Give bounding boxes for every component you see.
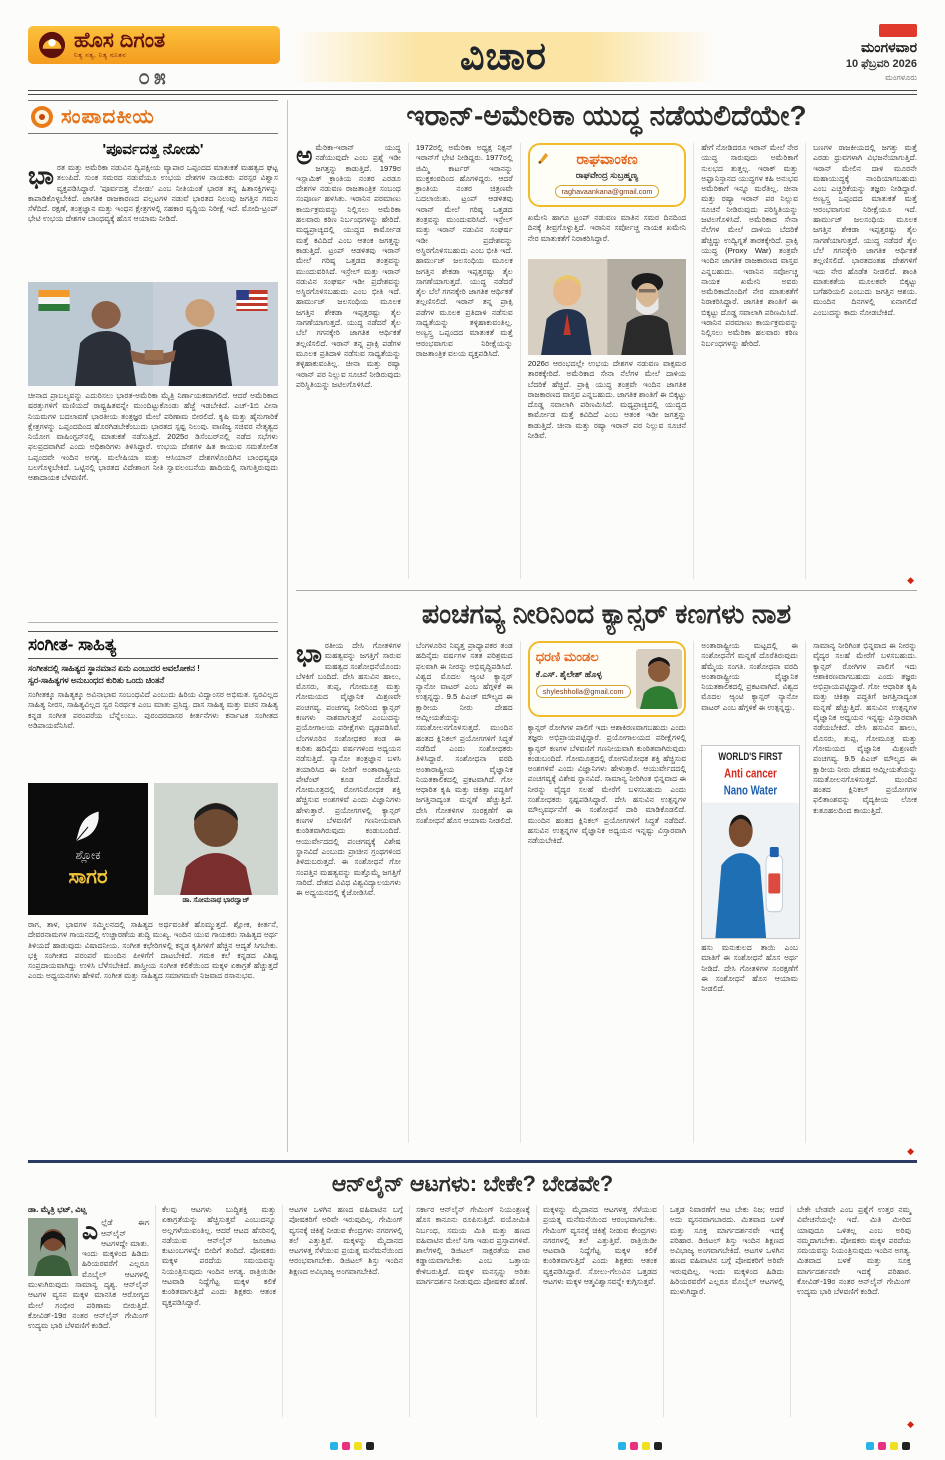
article1-lead-text: ಮೆರಿಕಾ-ಇರಾನ್ ಯುದ್ಧ ನಡೆಯುವುದೇ ಎಂಬ ಪ್ರಶ್ನೆ ಇಡೀ ಜಗತ್ತನ್ನು ಕಾಡುತ್ತಿದೆ. 1979ರ ಇಸ್ಲಾಮಿಕ್ ಕ್ರಾಂತಿಯ ನಂತರ ಎರಡೂ ದೇಶಗಳ ನಡುವಣ ರಾಜತಾಂತ್ರಿಕ ಸಂಬಂಧ ಸಂಪೂರ್ಣ ಹಳಸಿತು. ಇರಾನಿನ ಪರಮಾಣು ಕಾರ್ಯಕ್ರಮವನ್ನು ನಿಲ್ಲಿಸಲು ಅಮೆರಿಕಾ ಹಲವಾರು ಕಠಿಣ ನಿರ್ಬಂಧಗಳನ್ನು ಹೇರಿದೆ. ಮಧ್ಯಪ್ರಾಚ್ಯದಲ್ಲಿ ಯುದ್ಧದ ಕಾರ್ಮೋಡ ಮತ್ತೆ ಕವಿದಿದೆ ಎಂಬ ಆತಂಕ ಜಗತ್ತನ್ನು ಕಾಡುತ್ತಿದೆ. ಟ್ರಂಪ್ ಆಡಳಿತವು ಇರಾನ್ ಮೇಲೆ ಗರಿಷ್ಠ ಒತ್ತಡದ ತಂತ್ರವನ್ನು ಮುಂದುವರಿಸಿದೆ. ಇಸ್ರೇಲ್ ಮತ್ತು ಇರಾನ್ ನಡುವಿನ ಸಂಘರ್ಷ ಇಡೀ ಪ್ರದೇಶವನ್ನು ಅಸ್ಥಿರಗೊಳಿಸಬಹುದು ಎಂಬ ಭೀತಿ ಇದೆ. ಹಾರ್ಮುಜ್ ಜಲಸಂಧಿಯ ಮೂಲಕ ಜಗತ್ತಿನ ಶೇಕಡಾ ಇಪ್ಪತ್ತರಷ್ಟು ತೈಲ ಸಾಗಣೆಯಾಗುತ್ತದೆ. ಯುದ್ಧ ನಡೆದರೆ ತೈಲ ಬೆಲೆ ಗಗನಕ್ಕೇರಿ ಜಾಗತಿಕ ಆರ್ಥಿಕತೆ ತಲ್ಲಣಿಸಲಿದೆ. ಇರಾನ್ ತನ್ನ ಪ್ರಾಕ್ಸಿ ಪಡೆಗಳ ಮೂಲಕ ಪ್ರತಿದಾಳಿ ನಡೆಸುವ ಸಾಧ್ಯತೆಯನ್ನು ತಳ್ಳಿಹಾಕುವಂತಿಲ್ಲ. ಚೀನಾ ಮತ್ತು ರಷ್ಯಾ ಇರಾನ್ ಪರ ನಿಲ್ಲುವ ಸೂಚನೆ ನೀಡಿರುವುದು ಪರಿಸ್ಥಿತಿಯನ್ನು ಜಟಿಲಗೊಳಿಸಿದೆ.	[296, 143, 401, 389]
article3-author-photo	[28, 1218, 78, 1276]
main-area	[296, 100, 917, 1161]
masthead-text	[74, 30, 165, 60]
product-line-3: Nano Water	[723, 784, 778, 798]
editorial-text: ರತ ಮತ್ತು ಅಮೆರಿಕಾ ನಡುವಿನ ದ್ವಿಪಕ್ಷೀಯ ವ್ಯಾಪಾರ ಒಪ್ಪಂದದ ಮಾತುಕತೆ ಮಹತ್ವದ ಘಟ್ಟ ತಲುಪಿದೆ. ಸುಂಕ ಸಮರದ ನಡುವೆಯೂ ಉಭಯ ದೇಶಗಳ ನಾಯಕರು ಪರಸ್ಪರ ವಿಶ್ವಾಸ ವ್ಯಕ್ತಪಡಿಸಿದ್ದಾರೆ. 'ಪೂರ್ವದತ್ತ ನೋಡು' ಎಂಬ ನೀತಿಯಂತೆ ಭಾರತ ತನ್ನ ಹಿತಾಸಕ್ತಿಗಳನ್ನು ಕಾಪಾಡಿಕೊಳ್ಳಬೇಕಿದೆ. ಜಾಗತಿಕ ರಾಜಕಾರಣದ ಪಲ್ಲಟಗಳ ನಡುವೆ ಭಾರತದ ನಿಲುವು ಜಗತ್ತಿನ ಗಮನ ಸೆಳೆದಿದೆ. ರಕ್ಷಣೆ, ತಂತ್ರಜ್ಞಾನ ಮತ್ತು ಇಂಧನ ಕ್ಷೇತ್ರಗಳಲ್ಲಿ ಸಹಕಾರ ವೃದ್ಧಿಯ ನಿರೀಕ್ಷೆ ಇದೆ. ಮೋದಿ-ಟ್ರಂಪ್ ಭೇಟಿ ಉಭಯ ದೇಶಗಳ ಬಾಂಧವ್ಯಕ್ಕೆ ಹೊಸ ಆಯಾಮ ನೀಡಿದೆ.	[28, 163, 278, 224]
article3-col3: ಆಟಗಳ ಒಳಗಿನ ಹಣದ ವಹಿವಾಟಿನ ಬಗ್ಗೆ ಪೋಷಕರಿಗೆ ಅರಿವೇ ಇರುವುದಿಲ್ಲ. ಗೇಮಿಂಗ್ ವ್ಯಸನಕ್ಕೆ ಚಿಕಿತ್ಸೆ ನೀಡುವ ಕೇಂದ್ರಗಳು ನಗರಗಳಲ್ಲಿ ತಲೆ ಎತ್ತುತ್ತಿವೆ. ಮಕ್ಕಳನ್ನು ಮೈದಾನದ ಆಟಗಳತ್ತ ಸೆಳೆಯುವ ಪ್ರಯತ್ನ ಮನೆಮನೆಯಿಂದ ಆರಂಭವಾಗಬೇಕು. ಡಿಜಿಟಲ್ ಶಿಸ್ತು ಇಂದಿನ ಶಿಕ್ಷಣದ ಅವಿಭಾಜ್ಯ ಅಂಗವಾಗಬೇಕಿದೆ.	[282, 1205, 409, 1417]
magenta-mark	[878, 1442, 886, 1450]
pen-icon	[537, 151, 550, 164]
trump-khamenei-photo	[528, 259, 686, 355]
article-panchagavya	[296, 591, 917, 1161]
editorial-dropcap: ಭಾ	[28, 163, 54, 190]
article2-col3	[520, 641, 693, 1143]
masthead	[28, 26, 280, 90]
music-subline-2: ಸ್ವರ-ಸಾಹಿತ್ಯಗಳ ಅನುಬಂಧದ ಕುರಿತು ಒಂದು ಚಿಂತನೆ	[28, 674, 165, 685]
cmyk-registration-marks	[330, 1442, 374, 1450]
page-header	[28, 24, 917, 88]
music-paragraph: ಸಂಗೀತಕ್ಕೂ ಸಾಹಿತ್ಯಕ್ಕೂ ಅವಿನಾಭಾವ ಸಂಬಂಧವಿದೆ ಎಂಬುದು ಹಿರಿಯ ವಿದ್ವಾಂಸರ ಅಭಿಮತ. ಸ್ವರವಿಲ್ಲದ ಸಾಹಿತ್ಯ ನೀರಸ, ಸಾಹಿತ್ಯವಿಲ್ಲದ ಸ್ವರ ನಿರರ್ಥಕ ಎಂಬ ಮಾತು ಪ್ರಸಿದ್ಧ. ದಾಸ ಸಾಹಿತ್ಯ ಮತ್ತು ವಚನ ಸಾಹಿತ್ಯ ಕನ್ನಡ ಸಂಗೀತ ಪರಂಪರೆಯ ಬೆನ್ನೆಲುಬು. ಪುರಂದರದಾಸರ ಕೀರ್ತನೆಗಳು ಕರ್ನಾಟಕ ಸಂಗೀತದ ಅಡಿಪಾಯವೆನಿಸಿವೆ.	[28, 690, 278, 730]
article3-headline: ಆನ್‌ಲೈನ್ ಆಟಗಳು: ಬೇಕೇ? ಬೇಡವೇ?	[331, 1171, 614, 1196]
article2-headline: ಪಂಚಗವ್ಯ ನೀರಿನಿಂದ ಕ್ಯಾನ್ಸರ್ ಕಣಗಳು ನಾಶ	[421, 599, 792, 629]
article1-col1	[296, 143, 408, 579]
article3-dropcap: ಎ	[82, 1217, 99, 1246]
anti-cancer-nano-water-photo	[701, 745, 800, 939]
editorial-header	[28, 100, 278, 134]
date-block	[846, 24, 917, 83]
author-photo	[636, 649, 682, 709]
article3-author-name: ಡಾ. ಮೈತ್ರಿ ಭಟ್, ವಿಟ್ಲ	[28, 1205, 87, 1214]
left-column	[28, 100, 278, 1152]
article-online-games	[28, 1160, 917, 1434]
article2-col2: ಬೆಂಗಳೂರಿನ ನಿವೃತ್ತ ಪ್ರಾಧ್ಯಾಪಕರ ತಂಡ ಹದಿನೈದು ವರ್ಷಗಳ ಸತತ ಪರಿಶ್ರಮದ ಫಲವಾಗಿ ಈ ನೀರನ್ನು ಅಭಿವೃದ್ಧಿಪಡಿಸಿದೆ. ವಿಶ್ವದ ಮೊದಲ ಆ್ಯಂಟಿ ಕ್ಯಾನ್ಸರ್ ನ್ಯಾನೋ ವಾಟರ್ ಎಂಬ ಹೆಗ್ಗಳಿಕೆ ಈ ಉತ್ಪನ್ನದ್ದು. 9.5 ಪಿಎಚ್ ಮೌಲ್ಯದ ಈ ಕ್ಷಾರೀಯ ನೀರು ದೇಹದ ಆಮ್ಲೀಯತೆಯನ್ನು ಸಮತೋಲನಗೊಳಿಸುತ್ತದೆ. ಮುಂದಿನ ಹಂತದ ಕ್ಲಿನಿಕಲ್ ಪ್ರಯೋಗಗಳಿಗೆ ಸಿದ್ಧತೆ ನಡೆದಿದೆ ಎಂದು ಸಂಶೋಧಕರು ತಿಳಿಸಿದ್ದಾರೆ. ಸಂಶೋಧನಾ ವರದಿ ಅಂತಾರಾಷ್ಟ್ರೀಯ ವೈಜ್ಞಾನಿಕ ನಿಯತಕಾಲಿಕದಲ್ಲಿ ಪ್ರಕಟವಾಗಿದೆ. ಗೋ ಆಧಾರಿತ ಕೃಷಿ ಮತ್ತು ಚಿಕಿತ್ಸಾ ಪದ್ಧತಿಗೆ ಜಗತ್ತಿನಾದ್ಯಂತ ಮನ್ನಣೆ ಹೆಚ್ಚುತ್ತಿದೆ. ದೇಸಿ ಗೋತಳಿಗಳ ಸಂರಕ್ಷಣೆಗೆ ಈ ಸಂಶೋಧನೆ ಹೊಸ ಆಯಾಮ ನೀಡಲಿದೆ.	[408, 641, 520, 1143]
article1-col5: ಬಣಗಳ ರಾಜಕೀಯದಲ್ಲಿ ಜಗತ್ತು ಮತ್ತೆ ಎರಡು ಧ್ರುವಗಳಾಗಿ ವಿಭಜನೆಯಾಗುತ್ತಿದೆ. ಇರಾನ್ ಮೇಲಿನ ದಾಳಿ ಮೂರನೇ ಮಹಾಯುದ್ಧಕ್ಕೆ ನಾಂದಿಯಾಗಬಹುದು ಎಂಬ ಎಚ್ಚರಿಕೆಯನ್ನು ತಜ್ಞರು ನೀಡಿದ್ದಾರೆ. ಅಣ್ವಸ್ತ್ರ ಒಪ್ಪಂದದ ಮಾತುಕತೆ ಮತ್ತೆ ಆರಂಭವಾಗುವ ನಿರೀಕ್ಷೆಯೂ ಇದೆ. ಹಾರ್ಮುಜ್ ಜಲಸಂಧಿಯ ಮೂಲಕ ಜಗತ್ತಿನ ಶೇಕಡಾ ಇಪ್ಪತ್ತರಷ್ಟು ತೈಲ ಸಾಗಣೆಯಾಗುತ್ತದೆ. ಯುದ್ಧ ನಡೆದರೆ ತೈಲ ಬೆಲೆ ಗಗನಕ್ಕೇರಿ ಜಾಗತಿಕ ಆರ್ಥಿಕತೆ ತಲ್ಲಣಿಸಲಿದೆ. ಭಾರತದಂತಹ ದೇಶಗಳಿಗೆ ಇದು ನೇರ ಹೊಡೆತ ನೀಡಲಿದೆ. ಶಾಂತಿ ಮಾತುಕತೆಯ ಮೂಲಕವೇ ಬಿಕ್ಕಟ್ಟು ಬಗೆಹರಿಯಲಿ ಎಂಬುದು ಜಗತ್ತಿನ ಆಶಯ. ಮುಂದಿನ ದಿನಗಳಲ್ಲಿ ಏನಾಗಲಿದೆ ಎಂಬುದನ್ನು ಕಾದು ನೋಡಬೇಕಿದೆ.	[805, 143, 917, 579]
columnist-photo	[154, 783, 278, 895]
black-mark	[654, 1442, 662, 1450]
editorial-paragraph	[28, 163, 278, 277]
article2-mid-text: ಕ್ಯಾನ್ಸರ್ ರೋಗಿಗಳ ಪಾಲಿಗೆ ಇದು ಆಶಾಕಿರಣವಾಗಬಹುದು ಎಂದು ತಜ್ಞರು ಅಭಿಪ್ರಾಯಪಟ್ಟಿದ್ದಾರೆ. ಪ್ರಯೋಗಾಲಯದ ಪರೀಕ್ಷೆಗಳಲ್ಲಿ ಕ್ಯಾನ್ಸರ್ ಕಣಗಳ ಬೆಳವಣಿಗೆ ಗಣನೀಯವಾಗಿ ಕುಂಠಿತವಾಗಿರುವುದು ಕಂಡುಬಂದಿದೆ. ಗೋಮೂತ್ರದಲ್ಲಿ ರೋಗನಿರೋಧಕ ಶಕ್ತಿ ಹೆಚ್ಚಿಸುವ ಅಂಶಗಳಿವೆ ಎಂದು ವಿಜ್ಞಾನಿಗಳು ಹೇಳುತ್ತಾರೆ. ಆಯುರ್ವೇದದಲ್ಲಿ ಪಂಚಗವ್ಯಕ್ಕೆ ವಿಶೇಷ ಸ್ಥಾನವಿದೆ. ಸಾಮಾನ್ಯ ನೀರಿಗಿಂತ ಭಿನ್ನವಾದ ಈ ನೀರನ್ನು ವೈದ್ಯರ ಸಲಹೆ ಮೇರೆಗೆ ಬಳಸಬಹುದು ಎಂದು ಸಂಶೋಧಕರು ಸ್ಪಷ್ಟಪಡಿಸಿದ್ದಾರೆ. ದೇಸಿ ಹಸುವಿನ ಉತ್ಪನ್ನಗಳ ಮೌಲ್ಯವರ್ಧನೆಗೆ ಈ ಸಂಶೋಧನೆ ದಾರಿ ಮಾಡಿಕೊಡಲಿದೆ. ಮುಂದಿನ ಹಂತದ ಕ್ಲಿನಿಕಲ್ ಪ್ರಯೋಗಗಳಿಗೆ ಸಿದ್ಧತೆ ನಡೆದಿದೆ. ಹಸುವಿನ ಉತ್ಪನ್ನಗಳ ವೈಜ್ಞಾನಿಕ ಅಧ್ಯಯನ ಇನ್ನಷ್ಟು ವಿಸ್ತಾರವಾಗಿ ನಡೆಯಬೇಕಿದೆ.	[527, 723, 687, 846]
india-flag-icon	[38, 290, 69, 311]
article3-col2: ಕೆಲವು ಆಟಗಳು ಬುದ್ಧಿಶಕ್ತಿ ಮತ್ತು ಏಕಾಗ್ರತೆಯನ್ನು ಹೆಚ್ಚಿಸುತ್ತವೆ ಎಂಬುದನ್ನೂ ಅಲ್ಲಗಳೆಯುವಂತಿಲ್ಲ. ಆದರೆ ಆಟದ ಹೆಸರಿನಲ್ಲಿ ನಡೆಯುವ ಆನ್‌ಲೈನ್ ಜೂಜಾಟ ಕುಟುಂಬಗಳನ್ನೇ ಬೀದಿಗೆ ತಂದಿದೆ. ಪೋಷಕರು ಮಕ್ಕಳ ಪರದೆಯ ಸಮಯವನ್ನು ನಿಯಂತ್ರಿಸುವುದು ಇಂದಿನ ಅಗತ್ಯ. ರಾತ್ರಿಯಿಡೀ ಆಟವಾಡಿ ನಿದ್ದೆಗೆಟ್ಟ ಮಕ್ಕಳ ಕಲಿಕೆ ಕುಂಠಿತವಾಗುತ್ತಿದೆ ಎಂದು ಶಿಕ್ಷಕರು ಆತಂಕ ವ್ಯಕ್ತಪಡಿಸಿದ್ದಾರೆ.	[155, 1205, 282, 1417]
yellow-mark	[890, 1442, 898, 1450]
music-literature-section	[28, 631, 278, 1110]
masthead-emblem-icon	[38, 31, 66, 59]
article3-col5: ಮಕ್ಕಳನ್ನು ಮೈದಾನದ ಆಟಗಳತ್ತ ಸೆಳೆಯುವ ಪ್ರಯತ್ನ ಮನೆಮನೆಯಿಂದ ಆರಂಭವಾಗಬೇಕು. ಗೇಮಿಂಗ್ ವ್ಯಸನಕ್ಕೆ ಚಿಕಿತ್ಸೆ ನೀಡುವ ಕೇಂದ್ರಗಳು ನಗರಗಳಲ್ಲಿ ತಲೆ ಎತ್ತುತ್ತಿವೆ. ರಾತ್ರಿಯಿಡೀ ಆಟವಾಡಿ ನಿದ್ದೆಗೆಟ್ಟ ಮಕ್ಕಳ ಕಲಿಕೆ ಕುಂಠಿತವಾಗುತ್ತಿದೆ ಎಂದು ಶಿಕ್ಷಕರು ಆತಂಕ ವ್ಯಕ್ತಪಡಿಸಿದ್ದಾರೆ. ಸೋಲು-ಗೆಲುವಿನ ಒತ್ತಡದ ಆಟಗಳು ಮಕ್ಕಳ ಆತ್ಮವಿಶ್ವಾಸವನ್ನೇ ಕುಗ್ಗಿಸುತ್ತವೆ.	[536, 1205, 663, 1417]
corner-red-mark	[879, 24, 917, 37]
article-end-marker: ◆	[907, 575, 914, 585]
black-mark	[902, 1442, 910, 1450]
music-subheader	[28, 663, 278, 686]
music-subline-1: ಸಂಗೀತದಲ್ಲಿ ಸಾಹಿತ್ಯದ ಸ್ಥಾನಮಾನ ಏನು ಎಂಬುದರ ಅವಲೋಕನ !	[28, 663, 200, 673]
editorial-paragraph: ಚೀನಾದ ಪ್ರಾಬಲ್ಯವನ್ನು ಎದುರಿಸಲು ಭಾರತ-ಅಮೆರಿಕಾ ಮೈತ್ರಿ ನಿರ್ಣಾಯಕವಾಗಲಿದೆ. ಆದರೆ ಅಮೆರಿಕಾದ ಷರತ್ತುಗಳಿಗೆ ಮಣಿಯದೆ ರಾಷ್ಟ್ರಹಿತವನ್ನೇ ಮುಂದಿಟ್ಟುಕೊಂಡು ಹೆಜ್ಜೆ ಇಡಬೇಕಿದೆ. ಎಚ್-1ಬಿ ವೀಸಾ ನಿಯಮಗಳ ಬದಲಾವಣೆ ಭಾರತೀಯ ತಂತ್ರಜ್ಞರ ಮೇಲೆ ಪರಿಣಾಮ ಬೀರಲಿದೆ. ಕೃಷಿ ಮತ್ತು ಹೈನುಗಾರಿಕೆ ಕ್ಷೇತ್ರಗಳನ್ನು ಒಪ್ಪಂದದಿಂದ ಹೊರಗಿಡಬೇಕೆಂಬುದು ಭಾರತದ ಸ್ಪಷ್ಟ ನಿಲುವು. ವಾಣಿಜ್ಯ ಸಚಿವರ ನೇತೃತ್ವದ ನಿಯೋಗ ವಾಷಿಂಗ್ಟನ್‌ನಲ್ಲಿ ಮಾತುಕತೆ ನಡೆಸುತ್ತಿದೆ. 2025ರ ಡಿಸೆಂಬರ್‌ನಲ್ಲಿ ನಡೆದ ಸಭೆಗಳು ಫಲಪ್ರದವಾಗಿವೆ ಎಂದು ಅಧಿಕಾರಿಗಳು ತಿಳಿಸಿದ್ದಾರೆ. ಉಭಯ ದೇಶಗಳ ಹಿತ ಕಾಯುವ ಸಮತೋಲಿತ ಒಪ್ಪಂದವೇ ಇಂದಿನ ಅಗತ್ಯ. ಮಲೇಷಿಯಾ ಮತ್ತು ಆಸಿಯಾನ್ ದೇಶಗಳೊಂದಿಗಿನ ಬಾಂಧವ್ಯವೂ ಬಲಗೊಳ್ಳಬೇಕಿದೆ. ಒಟ್ಟಿನಲ್ಲಿ ಭಾರತದ ವಿದೇಶಾಂಗ ನೀತಿ ಸ್ವಾವಲಂಬನೆಯ ಹಾದಿಯಲ್ಲಿ ಸಾಗುತ್ತಿರುವುದು ಆಶಾದಾಯಕ ಬೆಳವಣಿಗೆ.	[28, 391, 278, 483]
section-title: ವಿಚಾರ	[460, 35, 547, 78]
product-line-2: Anti cancer	[724, 767, 778, 781]
cmyk-registration-marks	[866, 1442, 910, 1450]
masthead-band	[28, 26, 280, 64]
article3-col4: ಸರ್ಕಾರ ಆನ್‌ಲೈನ್ ಗೇಮಿಂಗ್ ನಿಯಂತ್ರಣಕ್ಕೆ ಹೊಸ ಕಾನೂನು ರೂಪಿಸುತ್ತಿದೆ. ವಯೋಮಿತಿ ನಿರ್ಬಂಧ, ಸಮಯ ಮಿತಿ ಮತ್ತು ಹಣದ ವಹಿವಾಟಿನ ಮೇಲೆ ನಿಗಾ ಇಡುವ ಪ್ರಸ್ತಾಪಗಳಿವೆ. ಶಾಲೆಗಳಲ್ಲಿ ಡಿಜಿಟಲ್ ಸಾಕ್ಷರತೆಯ ಪಾಠ ಕಡ್ಡಾಯವಾಗಬೇಕು ಎಂಬ ಒತ್ತಾಯ ಕೇಳಿಬರುತ್ತಿದೆ. ಮಕ್ಕಳ ಮನಸ್ಸನ್ನು ಅರಿತು ಮಾರ್ಗದರ್ಶನ ನೀಡುವುದು ಪೋಷಕರ ಹೊಣೆ.	[409, 1205, 536, 1417]
author-card-text	[536, 649, 631, 709]
shloka-sagara-box	[28, 783, 148, 915]
magenta-mark	[630, 1442, 638, 1450]
article3-lead-text: ಲ್ಲೆಡೆ ಈಗ ಆನ್‌ಲೈನ್ ಆಟಗಳದ್ದೇ ಮಾತು. ಇಂದು ಮಕ್ಕಳಿಂದ ಹಿಡಿದು ಹಿರಿಯರವರೆಗೆ ಎಲ್ಲರೂ ಮೊಬೈಲ್ ಆಟಗಳಲ್ಲಿ ಮುಳುಗಿರುವುದು ಸಾಮಾನ್ಯ ದೃಶ್ಯ. ಆನ್‌ಲೈನ್ ಆಟಗಳ ವ್ಯಸನ ಮಕ್ಕಳ ಮಾನಸಿಕ ಆರೋಗ್ಯದ ಮೇಲೆ ಗಂಭೀರ ಪರಿಣಾಮ ಬೀರುತ್ತಿದೆ. ಕೋವಿಡ್-19ರ ನಂತರ ಆನ್‌ಲೈನ್ ಗೇಮಿಂಗ್ ಉದ್ಯಮ ಭಾರಿ ಬೆಳವಣಿಗೆ ಕಂಡಿದೆ.	[28, 1218, 149, 1331]
yellow-mark	[354, 1442, 362, 1450]
cyan-mark	[618, 1442, 626, 1450]
article3-columns	[28, 1205, 917, 1417]
column-title-line2: ಸಾಗರ	[68, 866, 108, 888]
article-iran-america	[296, 100, 917, 591]
edition: ಮಂಗಳೂರು	[885, 73, 917, 82]
author-email: raghavaankana@gmail.com	[555, 185, 660, 198]
editorial-emblem-icon	[30, 105, 54, 129]
article2-dropcap: ಭಾ	[296, 641, 322, 668]
article2-col4	[693, 641, 805, 1143]
article-end-marker: ◆	[907, 1419, 914, 1429]
article3-col7: ಬೇಕೇ ಬೇಡವೇ ಎಂಬ ಪ್ರಶ್ನೆಗೆ ಉತ್ತರ ನಮ್ಮ ವಿವೇಚನೆಯಲ್ಲೇ ಇದೆ. ಮಿತಿ ಮೀರಿದ ಯಾವುದೂ ಒಳಿತಲ್ಲ ಎಂಬ ಅರಿವು ನಮ್ಮದಾಗಬೇಕು. ಪೋಷಕರು ಮಕ್ಕಳ ಪರದೆಯ ಸಮಯವನ್ನು ನಿಯಂತ್ರಿಸುವುದು ಇಂದಿನ ಅಗತ್ಯ. ಮಿತವಾದ ಬಳಕೆ ಮತ್ತು ಸೂಕ್ತ ಮಾರ್ಗದರ್ಶನವೇ ಇದಕ್ಕೆ ಪರಿಹಾರ. ಕೋವಿಡ್-19ರ ನಂತರ ಆನ್‌ಲೈನ್ ಗೇಮಿಂಗ್ ಉದ್ಯಮ ಭಾರಿ ಬೆಳವಣಿಗೆ ಕಂಡಿದೆ.	[790, 1205, 917, 1417]
magenta-mark	[342, 1442, 350, 1450]
article1-col2: 1972ರಲ್ಲಿ ಅಮೆರಿಕಾ ಅಧ್ಯಕ್ಷ ನಿಕ್ಸನ್ ಇರಾನ್‌ಗೆ ಭೇಟಿ ನೀಡಿದ್ದರು. 1977ರಲ್ಲಿ ಜಿಮ್ಮಿ ಕಾರ್ಟರ್ ಇರಾನನ್ನು ಮುಕ್ತಕಂಠದಿಂದ ಹೊಗಳಿದ್ದರು. ಆದರೆ ಕ್ರಾಂತಿಯ ನಂತರ ಚಿತ್ರಣವೇ ಬದಲಾಯಿತು. ಟ್ರಂಪ್ ಆಡಳಿತವು ಇರಾನ್ ಮೇಲೆ ಗರಿಷ್ಠ ಒತ್ತಡದ ತಂತ್ರವನ್ನು ಮುಂದುವರಿಸಿದೆ. ಇಸ್ರೇಲ್ ಮತ್ತು ಇರಾನ್ ನಡುವಿನ ಸಂಘರ್ಷ ಇಡೀ ಪ್ರದೇಶವನ್ನು ಅಸ್ಥಿರಗೊಳಿಸಬಹುದು ಎಂಬ ಭೀತಿ ಇದೆ. ಹಾರ್ಮುಜ್ ಜಲಸಂಧಿಯ ಮೂಲಕ ಜಗತ್ತಿನ ಶೇಕಡಾ ಇಪ್ಪತ್ತರಷ್ಟು ತೈಲ ಸಾಗಣೆಯಾಗುತ್ತದೆ. ಯುದ್ಧ ನಡೆದರೆ ತೈಲ ಬೆಲೆ ಗಗನಕ್ಕೇರಿ ಜಾಗತಿಕ ಆರ್ಥಿಕತೆ ತಲ್ಲಣಿಸಲಿದೆ. ಇರಾನ್ ತನ್ನ ಪ್ರಾಕ್ಸಿ ಪಡೆಗಳ ಮೂಲಕ ಪ್ರತಿದಾಳಿ ನಡೆಸುವ ಸಾಧ್ಯತೆಯನ್ನು ತಳ್ಳಿಹಾಕುವಂತಿಲ್ಲ. ಅಣ್ವಸ್ತ್ರ ಒಪ್ಪಂದದ ಮಾತುಕತೆ ಮತ್ತೆ ಆರಂಭವಾಗುವ ನಿರೀಕ್ಷೆಯನ್ನು ರಾಜತಾಂತ್ರಿಕ ವಲಯ ವ್ಯಕ್ತಪಡಿಸಿದೆ.	[408, 143, 520, 579]
weekday: ಮಂಗಳವಾರ	[860, 39, 917, 55]
yellow-mark	[642, 1442, 650, 1450]
editorial-photo	[28, 282, 278, 386]
article1-columns	[296, 143, 917, 579]
paper-name: ಹೊಸ ದಿಗಂತ	[74, 29, 166, 53]
article2-lead-text: ರತೀಯ ದೇಸಿ ಗೋತಳಿಗಳ ಮಹತ್ವವನ್ನು ಜಗತ್ತಿಗೆ ಸಾರುವ ಮಹತ್ವದ ಸಂಶೋಧನೆಯೊಂದು ಬೆಳಕಿಗೆ ಬಂದಿದೆ. ದೇಸಿ ಹಸುವಿನ ಹಾಲು, ಮೊಸರು, ತುಪ್ಪ, ಗೋಮೂತ್ರ ಮತ್ತು ಗೋಮಯದ ವೈಜ್ಞಾನಿಕ ಮಿಶ್ರಣವೇ ಪಂಚಗವ್ಯ. ಪಂಚಗವ್ಯ ನೀರಿನಿಂದ ಕ್ಯಾನ್ಸರ್ ಕಣಗಳು ನಾಶವಾಗುತ್ತವೆ ಎಂಬುದನ್ನು ಪ್ರಯೋಗಾಲಯ ಪರೀಕ್ಷೆಗಳು ದೃಢಪಡಿಸಿವೆ. ಬೆಂಗಳೂರಿನ ಸಂಶೋಧಕರ ತಂಡ ಈ ಕುರಿತು ಹದಿನೈದು ವರ್ಷಗಳಿಂದ ಅಧ್ಯಯನ ನಡೆಸುತ್ತಿದೆ. ನ್ಯಾನೋ ತಂತ್ರಜ್ಞಾನ ಬಳಸಿ ತಯಾರಿಸಿದ ಈ ನೀರಿಗೆ ಅಂತಾರಾಷ್ಟ್ರೀಯ ಪೇಟೆಂಟ್ ಕೂಡ ದೊರೆತಿದೆ. ಗೋಮೂತ್ರದಲ್ಲಿ ರೋಗನಿರೋಧಕ ಶಕ್ತಿ ಹೆಚ್ಚಿಸುವ ಅಂಶಗಳಿವೆ ಎಂದು ವಿಜ್ಞಾನಿಗಳು ಹೇಳುತ್ತಾರೆ. ಪ್ರಯೋಗಗಳಲ್ಲಿ ಕ್ಯಾನ್ಸರ್ ಕಣಗಳ ಬೆಳವಣಿಗೆ ಗಣನೀಯವಾಗಿ ಕುಂಠಿತವಾಗಿರುವುದು ಕಂಡುಬಂದಿದೆ. ಆಯುರ್ವೇದದಲ್ಲಿ ಪಂಚಗವ್ಯಕ್ಕೆ ವಿಶೇಷ ಸ್ಥಾನವಿದೆ ಎಂಬುದು ಪ್ರಾಚೀನ ಗ್ರಂಥಗಳಿಂದ ತಿಳಿದುಬರುತ್ತದೆ. ಈ ಸಂಶೋಧನೆ ಗೋ ಸಂಪತ್ತಿನ ಮಹತ್ವವನ್ನು ಮತ್ತೊಮ್ಮೆ ಜಗತ್ತಿಗೆ ಸಾರಿದೆ. ದೇಶದ ವಿವಿಧ ವಿಶ್ವವಿದ್ಯಾಲಯಗಳು ಈ ಅಧ್ಯಯನದಲ್ಲಿ ಕೈಜೋಡಿಸಿವೆ.	[296, 641, 401, 898]
page-number: ೦೫	[138, 66, 170, 89]
article2-col5: ಸಾಮಾನ್ಯ ನೀರಿಗಿಂತ ಭಿನ್ನವಾದ ಈ ನೀರನ್ನು ವೈದ್ಯರ ಸಲಹೆ ಮೇರೆಗೆ ಬಳಸಬಹುದು. ಕ್ಯಾನ್ಸರ್ ರೋಗಿಗಳ ಪಾಲಿಗೆ ಇದು ಆಶಾಕಿರಣವಾಗಬಹುದು ಎಂದು ತಜ್ಞರು ಅಭಿಪ್ರಾಯಪಟ್ಟಿದ್ದಾರೆ. ಗೋ ಆಧಾರಿತ ಕೃಷಿ ಮತ್ತು ಚಿಕಿತ್ಸಾ ಪದ್ಧತಿಗೆ ಜಗತ್ತಿನಾದ್ಯಂತ ಮನ್ನಣೆ ಹೆಚ್ಚುತ್ತಿದೆ. ಹಸುವಿನ ಉತ್ಪನ್ನಗಳ ವೈಜ್ಞಾನಿಕ ಅಧ್ಯಯನ ಇನ್ನಷ್ಟು ವಿಸ್ತಾರವಾಗಿ ನಡೆಯಬೇಕಿದೆ. ದೇಸಿ ಹಸುವಿನ ಹಾಲು, ಮೊಸರು, ತುಪ್ಪ, ಗೋಮೂತ್ರ ಮತ್ತು ಗೋಮಯದ ವೈಜ್ಞಾನಿಕ ಮಿಶ್ರಣವೇ ಪಂಚಗವ್ಯ. 9.5 ಪಿಎಚ್ ಮೌಲ್ಯದ ಈ ಕ್ಷಾರೀಯ ನೀರು ದೇಹದ ಆಮ್ಲೀಯತೆಯನ್ನು ಸಮತೋಲನಗೊಳಿಸುತ್ತದೆ. ಮುಂದಿನ ಹಂತದ ಕ್ಲಿನಿಕಲ್ ಪ್ರಯೋಗಗಳ ಫಲಿತಾಂಶವನ್ನು ವೈದ್ಯಕೀಯ ಲೋಕ ಕುತೂಹಲದಿಂದ ಕಾಯುತ್ತಿದೆ.	[805, 641, 917, 1143]
article1-mid-text-2: 2026ರ ಆರಂಭದಲ್ಲೇ ಉಭಯ ದೇಶಗಳ ನಡುವಣ ವಾಕ್ಸಮರ ತಾರಕಕ್ಕೇರಿದೆ. ಅಮೆರಿಕಾದ ಸೇನಾ ನೆಲೆಗಳ ಮೇಲೆ ದಾಳಿಯ ಬೆದರಿಕೆ ಹೆಚ್ಚಿದೆ. ಪ್ರಾಕ್ಸಿ ಯುದ್ಧ ತಂತ್ರವೇ ಇಂದಿನ ಜಾಗತಿಕ ರಾಜಕಾರಣದ ವಾಸ್ತವ ಎನ್ನಬಹುದು. ಜಾಗತಿಕ ಶಾಂತಿಗೆ ಈ ಬಿಕ್ಕಟ್ಟು ದೊಡ್ಡ ಸವಾಲಾಗಿ ಪರಿಣಮಿಸಿದೆ. ಮಧ್ಯಪ್ರಾಚ್ಯದಲ್ಲಿ ಯುದ್ಧದ ಕಾರ್ಮೋಡ ಮತ್ತೆ ಕವಿದಿದೆ ಎಂಬ ಆತಂಕ ಇಡೀ ಜಗತ್ತನ್ನು ಕಾಡುತ್ತಿದೆ. ಚೀನಾ ಮತ್ತು ರಷ್ಯಾ ಇರಾನ್ ಪರ ನಿಲ್ಲುವ ಸೂಚನೆ ನೀಡಿವೆ.	[527, 359, 687, 441]
article2-col1	[296, 641, 408, 1143]
section-banner	[290, 32, 717, 82]
article3-col6: ಒತ್ತಡ ನಿವಾರಣೆಗೆ ಆಟ ಬೇಕು ನಿಜ; ಆದರೆ ಅದು ವ್ಯಸನವಾಗಬಾರದು. ಮಿತವಾದ ಬಳಕೆ ಮತ್ತು ಸೂಕ್ತ ಮಾರ್ಗದರ್ಶನವೇ ಇದಕ್ಕೆ ಪರಿಹಾರ. ಡಿಜಿಟಲ್ ಶಿಸ್ತು ಇಂದಿನ ಶಿಕ್ಷಣದ ಅವಿಭಾಜ್ಯ ಅಂಗವಾಗಬೇಕಿದೆ. ಆಟಗಳ ಒಳಗಿನ ಹಣದ ವಹಿವಾಟಿನ ಬಗ್ಗೆ ಪೋಷಕರಿಗೆ ಅರಿವೇ ಇರುವುದಿಲ್ಲ. ಇಂದು ಮಕ್ಕಳಿಂದ ಹಿಡಿದು ಹಿರಿಯರವರೆಗೆ ಎಲ್ಲರೂ ಮೊಬೈಲ್ ಆಟಗಳಲ್ಲಿ ಮುಳುಗಿದ್ದಾರೆ.	[663, 1205, 790, 1417]
paper-tagline: ನಿತ್ಯ ಸತ್ಯ, ನಿತ್ಯ ನೂತನ	[74, 52, 127, 60]
columnist-photo-wrap	[154, 783, 278, 915]
quill-icon	[71, 809, 105, 845]
article-end-marker: ◆	[907, 1146, 914, 1156]
article1-col4: ಹೇಗೆ ನೋಡಿದರೂ ಇರಾನ್ ಮೇಲೆ ನೇರ ಯುದ್ಧ ಸಾರುವುದು ಅಮೆರಿಕಾಗೆ ಸುಲಭದ ತುತ್ತಲ್ಲ. ಇರಾಕ್ ಮತ್ತು ಅಫ್ಘಾನಿಸ್ತಾನದ ಯುದ್ಧಗಳ ಕಹಿ ಅನುಭವ ಅಮೆರಿಕಾಗೆ ಇನ್ನೂ ಮರೆತಿಲ್ಲ. ಚೀನಾ ಮತ್ತು ರಷ್ಯಾ ಇರಾನ್ ಪರ ನಿಲ್ಲುವ ಸೂಚನೆ ನೀಡಿರುವುದು ಪರಿಸ್ಥಿತಿಯನ್ನು ಜಟಿಲಗೊಳಿಸಿದೆ. ಅಮೆರಿಕಾದ ಸೇನಾ ನೆಲೆಗಳ ಮೇಲೆ ದಾಳಿಯ ಬೆದರಿಕೆ ಹೆಚ್ಚಿದ್ದು ಉದ್ವಿಗ್ನತೆ ತಾರಕಕ್ಕೇರಿದೆ. ಪ್ರಾಕ್ಸಿ ಯುದ್ಧ (Proxy War) ತಂತ್ರವೇ ಇಂದಿನ ಜಾಗತಿಕ ರಾಜಕಾರಣದ ವಾಸ್ತವ ಎನ್ನಬಹುದು. ಇರಾನಿನ ಸರ್ವೋಚ್ಚ ನಾಯಕ ಖಮೇನಿ ಅವರು ಅಮೆರಿಕಾದೊಂದಿಗೆ ನೇರ ಮಾತುಕತೆಗೆ ನಿರಾಕರಿಸಿದ್ದಾರೆ. ಜಾಗತಿಕ ಶಾಂತಿಗೆ ಈ ಬಿಕ್ಕಟ್ಟು ದೊಡ್ಡ ಸವಾಲಾಗಿ ಪರಿಣಮಿಸಿದೆ. ಇರಾನಿನ ಪರಮಾಣು ಕಾರ್ಯಕ್ರಮವನ್ನು ನಿಲ್ಲಿಸಲು ಅಮೆರಿಕಾ ಹಲವಾರು ಕಠಿಣ ನಿರ್ಬಂಧಗಳನ್ನು ಹೇರಿದೆ.	[693, 143, 805, 579]
us-flag-icon	[236, 290, 267, 311]
author-column-title: ರಾಘವಾಂಕಣ	[576, 152, 638, 168]
article1-headline: ಇರಾನ್-ಅಮೇರಿಕಾ ಯುದ್ಧ ನಡೆಯಲಿದೆಯೇ?	[406, 100, 807, 131]
author-card	[528, 143, 686, 207]
column-divider	[287, 100, 288, 1152]
column-title-line1: ಶ್ಲೋಕ	[75, 848, 101, 862]
article2-col4-top: ಅಂತಾರಾಷ್ಟ್ರೀಯ ಮಟ್ಟದಲ್ಲಿ ಈ ಸಂಶೋಧನೆಗೆ ಮನ್ನಣೆ ದೊರೆತಿರುವುದು ಹೆಮ್ಮೆಯ ಸಂಗತಿ. ಸಂಶೋಧನಾ ವರದಿ ಅಂತಾರಾಷ್ಟ್ರೀಯ ವೈಜ್ಞಾನಿಕ ನಿಯತಕಾಲಿಕದಲ್ಲಿ ಪ್ರಕಟವಾಗಿದೆ. ವಿಶ್ವದ ಮೊದಲ ಆ್ಯಂಟಿ ಕ್ಯಾನ್ಸರ್ ನ್ಯಾನೋ ವಾಟರ್ ಎಂಬ ಹೆಗ್ಗಳಿಕೆ ಈ ಉತ್ಪನ್ನದ್ದು.	[701, 641, 799, 712]
article3-col1	[28, 1205, 155, 1417]
article1-mid-text: ಖಮೇನಿ ಹಾಗೂ ಟ್ರಂಪ್ ನಡುವಣ ಮಾತಿನ ಸಮರ ದಿನದಿಂದ ದಿನಕ್ಕೆ ತೀವ್ರಗೊಳ್ಳುತ್ತಿದೆ. ಇರಾನಿನ ಸರ್ವೋಚ್ಚ ನಾಯಕ ಖಮೇನಿ ನೇರ ಮಾತುಕತೆಗೆ ನಿರಾಕರಿಸಿದ್ದಾರೆ.	[527, 213, 687, 243]
cyan-mark	[330, 1442, 338, 1450]
product-line-1: WORLD'S FIRST	[718, 751, 783, 764]
article1-col3	[520, 143, 693, 579]
music-section-header: ಸಂಗೀತ- ಸಾಹಿತ್ಯ	[28, 631, 278, 659]
editorial-label: ಸಂಪಾದಕೀಯ	[61, 105, 155, 128]
header-divider	[28, 90, 917, 95]
cyan-mark	[866, 1442, 874, 1450]
article1-dropcap: ಅ	[296, 143, 313, 170]
author-card	[528, 641, 686, 717]
columnist-name: ಡಾ. ಸೋಮನಾಥ ಭಾರದ್ವಾಜ್	[182, 897, 250, 904]
author-name: ಕೆ.ಎಸ್. ಶೈಲೇಶ್ ಹೊಳ್ಳ	[535, 669, 602, 679]
editorial-headline: 'ಪೂರ್ವದತ್ತ ನೋಡು'	[102, 141, 204, 158]
shloka-sagara-row	[28, 783, 278, 915]
date: 10 ಫೆಬ್ರವರಿ 2026	[845, 58, 917, 70]
editorial-section	[28, 100, 278, 623]
author-email: shyleshholla@gmail.com	[536, 685, 631, 698]
article2-columns	[296, 641, 917, 1143]
author-name: ರಾಘವೇಂದ್ರ ಸುಬ್ರಹ್ಮಣ್ಯ	[575, 170, 639, 180]
article2-col4-bottom: ಹಸು ಮನುಕುಲದ ತಾಯಿ ಎಂಬ ಮಾತಿಗೆ ಈ ಸಂಶೋಧನೆ ಹೊಸ ಅರ್ಥ ನೀಡಿದೆ. ದೇಸಿ ಗೋತಳಿಗಳ ಸಂರಕ್ಷಣೆಗೆ ಈ ಸಂಶೋಧನೆ ಹೊಸ ಆಯಾಮ ನೀಡಲಿದೆ.	[701, 943, 799, 994]
music-paragraph: ರಾಗ, ತಾಳ, ಭಾವಗಳ ಸಮ್ಮಿಲನದಲ್ಲಿ ಸಾಹಿತ್ಯದ ಅರ್ಥವಂತಿಕೆ ಹೊಮ್ಮುತ್ತದೆ. ಶ್ಲೋಕ, ಕೀರ್ತನೆ, ದೇವರನಾಮಗಳ ಗಾಯನದಲ್ಲಿ ಉಚ್ಚಾರಣೆಯ ಶುದ್ಧಿ ಮುಖ್ಯ. ಇಂದಿನ ಯುವ ಗಾಯಕರು ಸಾಹಿತ್ಯದ ಅರ್ಥ ತಿಳಿಯದೆ ಹಾಡುವುದು ವಿಷಾದನೀಯ. ಸಂಗೀತ ಕಛೇರಿಗಳಲ್ಲಿ ಕನ್ನಡ ಕೃತಿಗಳಿಗೆ ಹೆಚ್ಚಿನ ಆದ್ಯತೆ ಸಿಗಬೇಕು. ಭಕ್ತಿ ಸಂಗೀತದ ಪರಂಪರೆ ಮುಂದಿನ ಪೀಳಿಗೆಗೆ ದಾಟಬೇಕಿದೆ. ಗಮಕ ಕಲೆ ಕನ್ನಡದ ವಿಶಿಷ್ಟ ಸಂಪ್ರದಾಯವಾಗಿದ್ದು ಉಳಿಸಿ ಬೆಳೆಸಬೇಕಿದೆ. ಶಾಸ್ತ್ರೀಯ ಸಂಗೀತ ಕಲಿಕೆಯಿಂದ ಮಕ್ಕಳ ಏಕಾಗ್ರತೆ ಹೆಚ್ಚುತ್ತದೆ ಎಂದು ಅಧ್ಯಯನಗಳು ಹೇಳಿವೆ. ಸಂಗೀತ ಮತ್ತು ಸಾಹಿತ್ಯದ ಸಮಾಗಮವೇ ನಿಜವಾದ ರಸಾನುಭವ.	[28, 920, 278, 981]
author-column-title: ಧರಣಿ ಮಂಡಲ	[535, 649, 599, 664]
black-mark	[366, 1442, 374, 1450]
cmyk-registration-marks	[618, 1442, 662, 1450]
